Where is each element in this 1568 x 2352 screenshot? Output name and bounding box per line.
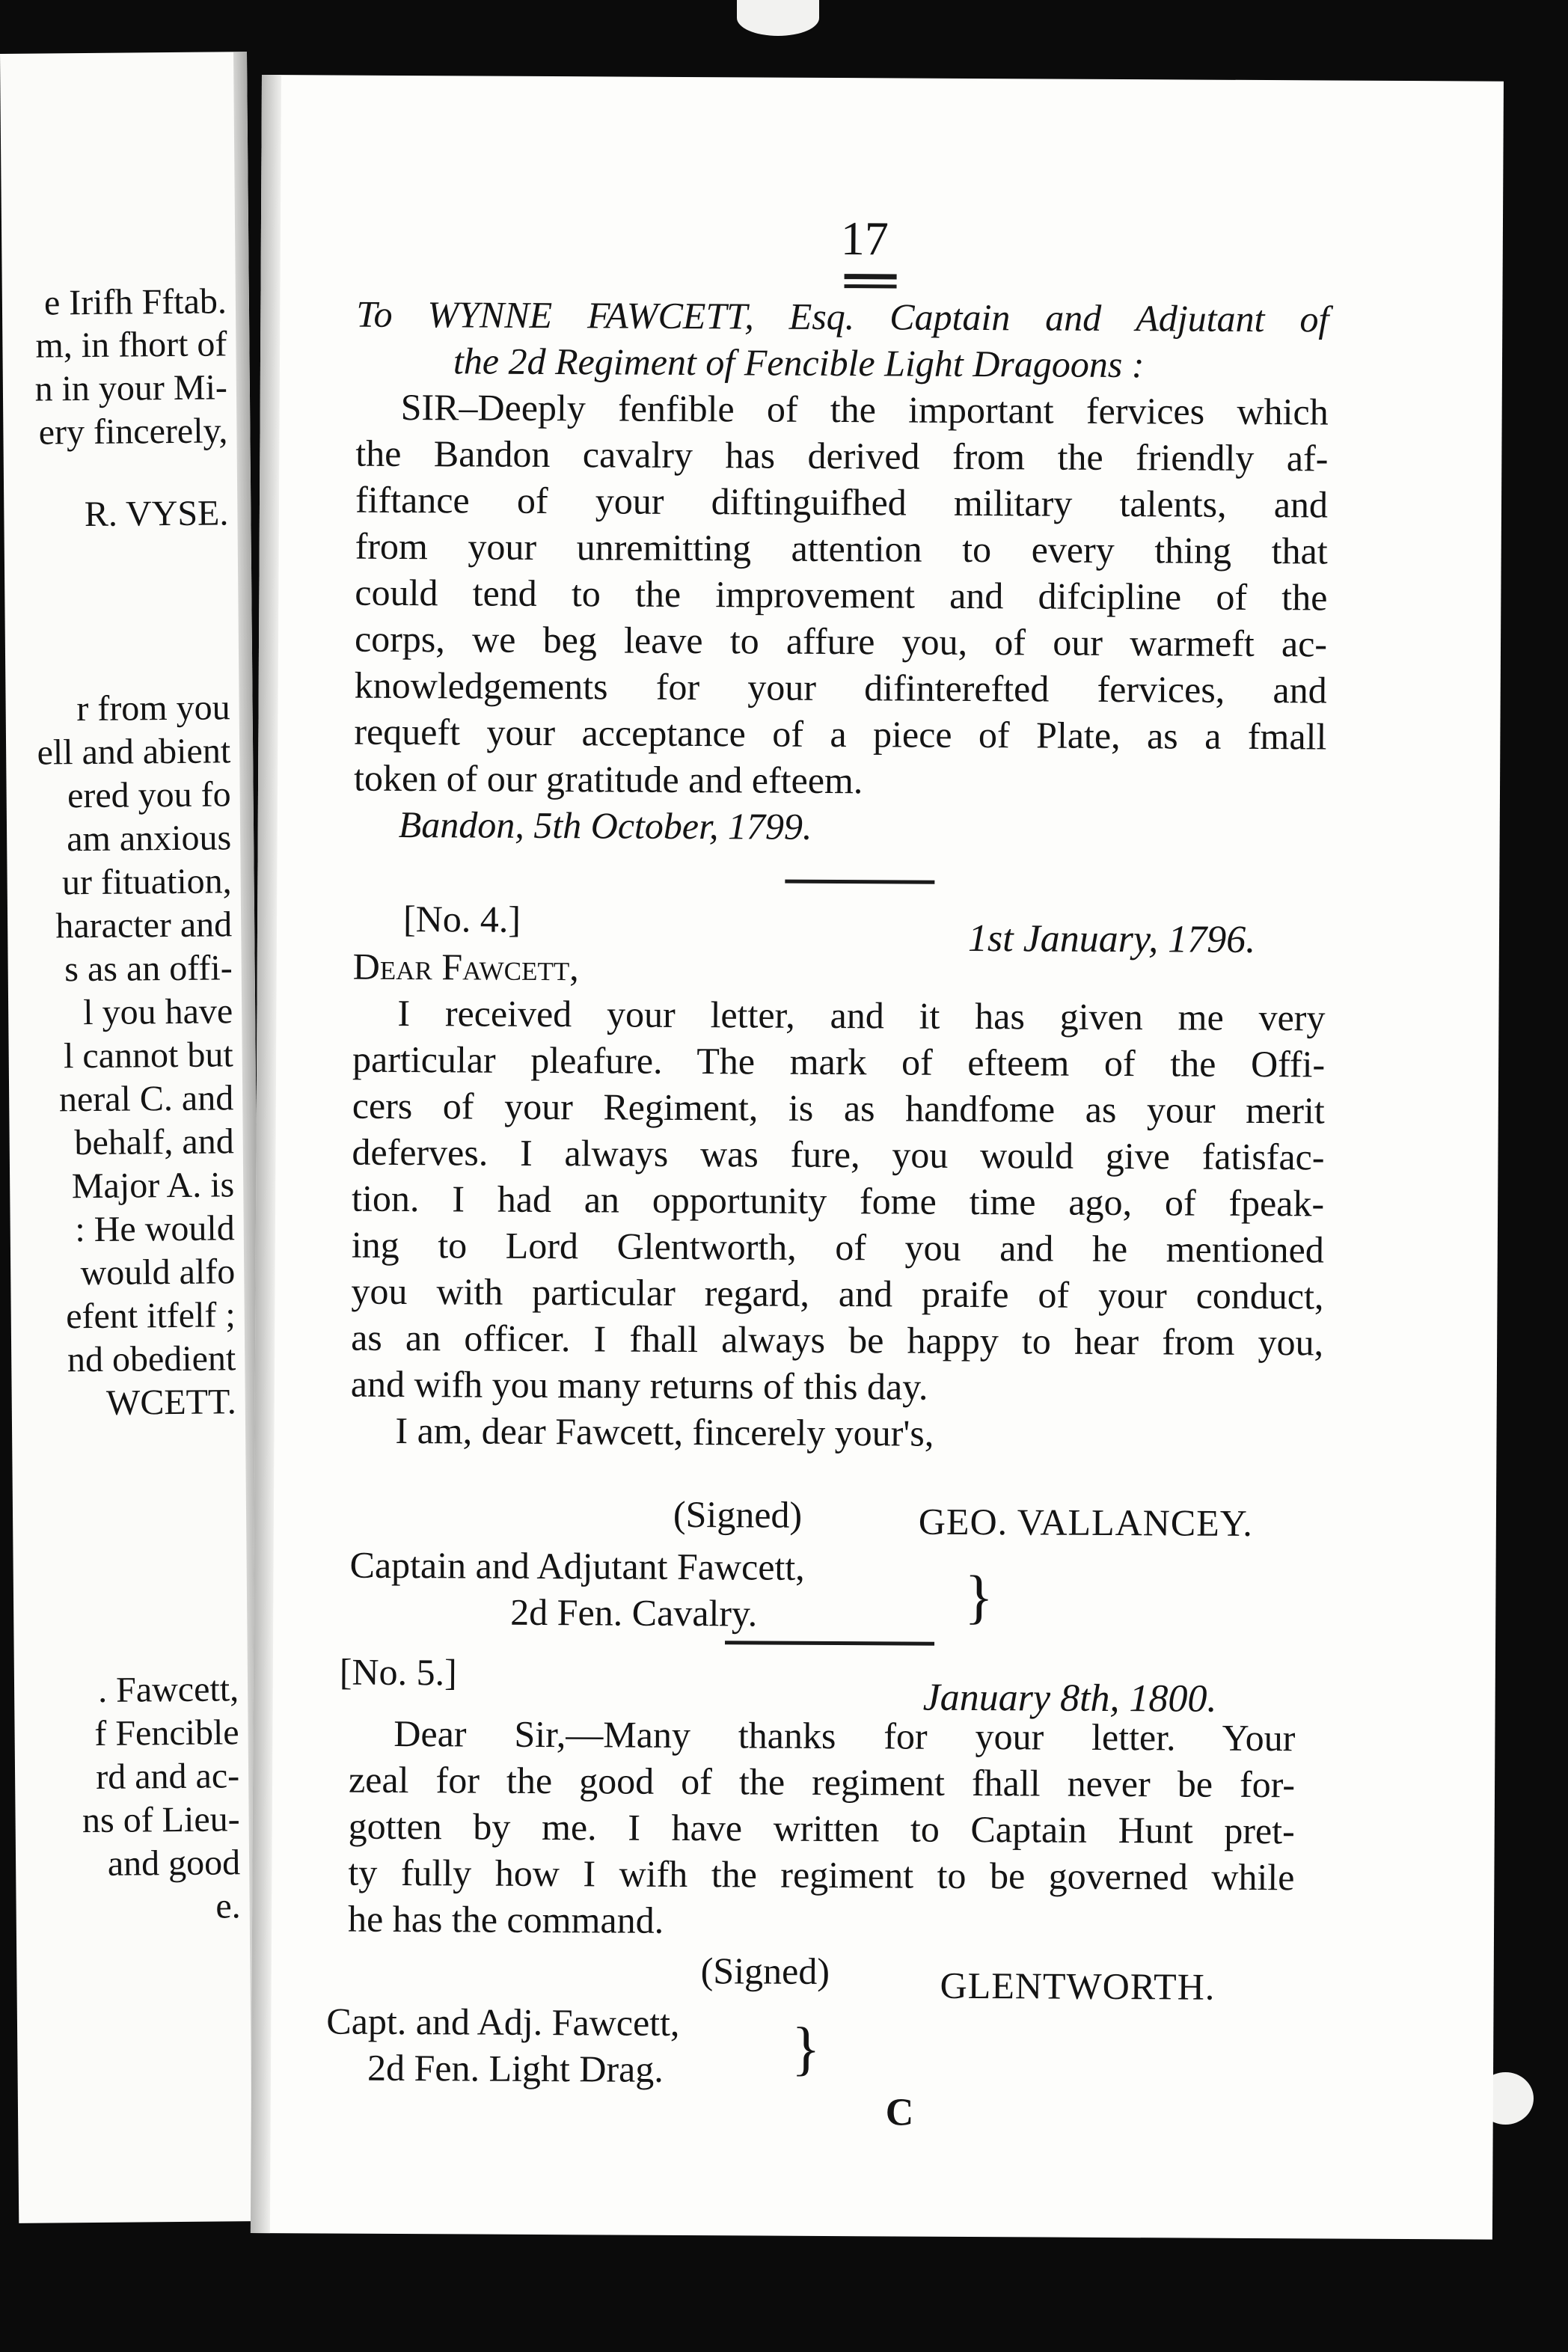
- left-line: ns of Lieu-: [82, 1799, 240, 1841]
- left-line: neral C. and: [58, 1078, 234, 1120]
- letter-4-body-line: tion. I had an opportunity fome time ago, of fpeak-: [351, 1177, 1325, 1225]
- left-line: nd obedient: [67, 1338, 236, 1380]
- letter-5-body-line: Dear Sir,—Many thanks for your letter. Your: [393, 1712, 1296, 1760]
- left-line: WCETT.: [105, 1382, 236, 1423]
- page-number-rule: [845, 274, 897, 279]
- left-line: Major A. is: [71, 1165, 235, 1207]
- left-line: l cannot but: [63, 1035, 233, 1077]
- page-number: 17: [840, 212, 889, 266]
- left-line: m, in fhort of: [35, 324, 227, 366]
- letter-3-heading: the 2d Regiment of Fencible Light Dragoons :: [453, 340, 1145, 386]
- left-line: . Fawcett,: [97, 1669, 239, 1710]
- left-line: ell and abient: [37, 731, 231, 773]
- letter-3-heading: To WYNNE FAWCETT, Esq. Captain and Adjutant of: [356, 293, 1329, 340]
- letter-4-salutation: Dear Fawcett,: [352, 945, 579, 989]
- letter-5-body-line: zeal for the good of the regiment fhall never be for-: [348, 1758, 1296, 1806]
- signature-mark: C: [885, 2091, 914, 2134]
- letter-5: [348, 1710, 1296, 1947]
- right-page: [251, 75, 1504, 2240]
- letter-4-signature: GEO. VALLANCEY.: [918, 1500, 1254, 1544]
- letter-4-body-line: as an officer. I fhall always be happy to hear from you,: [351, 1316, 1324, 1364]
- left-line: n in your Mi-: [34, 367, 228, 409]
- left-line: : He would: [75, 1208, 235, 1250]
- brace-glyph: }: [791, 2015, 821, 2082]
- letter-4-body-line: particular pleafure. The mark of efteem of the Offi-: [352, 1038, 1326, 1085]
- section-divider: [785, 880, 934, 884]
- letter-3: [354, 291, 1329, 853]
- letter-3-body-line: corps, we beg leave to affure you, of our warmeft ac-: [354, 617, 1328, 665]
- letter-5-addressee: [326, 1997, 680, 2092]
- letter-4-body-line: I received your letter, and it has given me very: [397, 991, 1326, 1039]
- letter-4-addressee-line: Captain and Adjutant Fawcett,: [349, 1543, 805, 1588]
- left-line: ery fincerely,: [38, 411, 228, 453]
- left-line: behalf, and: [74, 1121, 234, 1163]
- paper-blot-top: [737, 0, 819, 36]
- left-line: am anxious: [66, 818, 232, 860]
- letter-5-addressee-line: 2d Fen. Light Drag.: [367, 2046, 664, 2090]
- left-line: efent itfelf ;: [65, 1295, 236, 1337]
- letter-5-date: January 8th, 1800.: [922, 1676, 1217, 1721]
- letter-4-body-line: you with particular regard, and praife of your conduct,: [351, 1270, 1324, 1317]
- left-line: R. VYSE.: [84, 493, 229, 535]
- left-line: l you have: [83, 991, 233, 1033]
- letter-3-body-line: the Bandon cavalry has derived from the friendly af-: [355, 432, 1329, 480]
- letter-4-date: 1st January, 1796.: [967, 916, 1256, 961]
- letter-5-number: [No. 5.]: [339, 1650, 457, 1694]
- letter-4-body-line: and wifh you many returns of this day.: [350, 1362, 928, 1408]
- left-line: ur fituation,: [61, 861, 232, 903]
- letter-4-number: [No. 4.]: [402, 898, 521, 940]
- left-line: f Fencible: [94, 1712, 239, 1754]
- letter-4-addressee-line: 2d Fen. Cavalry.: [510, 1590, 758, 1635]
- letter-3-body-line: could tend to the improvement and difcipline of the: [355, 571, 1328, 619]
- letter-3-body-line: requeft your acceptance of a piece of Plate, as a fmall: [354, 710, 1327, 758]
- letter-4-closing: I am, dear Fawcett, fincerely your's,: [395, 1409, 934, 1454]
- letter-3-body-line: knowledgements for your difinterefted fervices, and: [354, 664, 1327, 711]
- left-line: r from you: [76, 687, 230, 729]
- left-line: would alfo: [80, 1252, 236, 1293]
- left-line: e.: [215, 1886, 241, 1926]
- letter-3-body-line: fiftance of your diftinguifhed military talents, and: [355, 478, 1329, 526]
- left-line: e Irifh Fftab.: [43, 281, 227, 323]
- letter-5-signed: (Signed): [700, 1950, 830, 1993]
- letter-5-body-line: gotten by me. I have written to Captain Hunt pret-: [348, 1804, 1295, 1852]
- left-line: s as an offi-: [64, 948, 233, 990]
- letter-4-signed: (Signed): [673, 1492, 803, 1536]
- section-divider: [725, 1641, 934, 1645]
- letter-3-dateline: Bandon, 5th October, 1799.: [398, 803, 812, 848]
- letter-4-body-line: deferves. I always was fure, you would give fatisfac-: [352, 1130, 1325, 1178]
- letter-5-signature: GLENTWORTH.: [940, 1964, 1216, 2008]
- letter-3-body-line: SIR–Deeply fenfible of the important fervices which: [400, 385, 1329, 433]
- left-line: and good: [107, 1843, 241, 1884]
- left-page: [0, 52, 266, 2223]
- letter-3-body-line: token of our gratitude and efteem.: [353, 756, 863, 802]
- letter-5-addressee-line: Capt. and Adj. Fawcett,: [326, 2000, 680, 2044]
- page-number-rule: [845, 284, 897, 288]
- left-line: ered you fo: [67, 774, 231, 816]
- letter-4-body-line: ing to Lord Glentworth, of you and he mentioned: [351, 1223, 1324, 1271]
- left-line: rd and ac-: [95, 1756, 240, 1797]
- left-line: haracter and: [55, 904, 233, 946]
- letter-5-body-line: ty fully how I wifh the regiment to be governed while: [348, 1851, 1295, 1899]
- letter-4: [350, 943, 1326, 1459]
- letter-4-addressee: [349, 1542, 805, 1637]
- letter-5-body-line: he has the command.: [347, 1897, 664, 1941]
- letter-4-body-line: cers of your Regiment, is as handfome as your merit: [352, 1084, 1325, 1132]
- letter-3-body-line: from your unremitting attention to every thing that: [355, 524, 1328, 572]
- brace-glyph: }: [964, 1564, 993, 1631]
